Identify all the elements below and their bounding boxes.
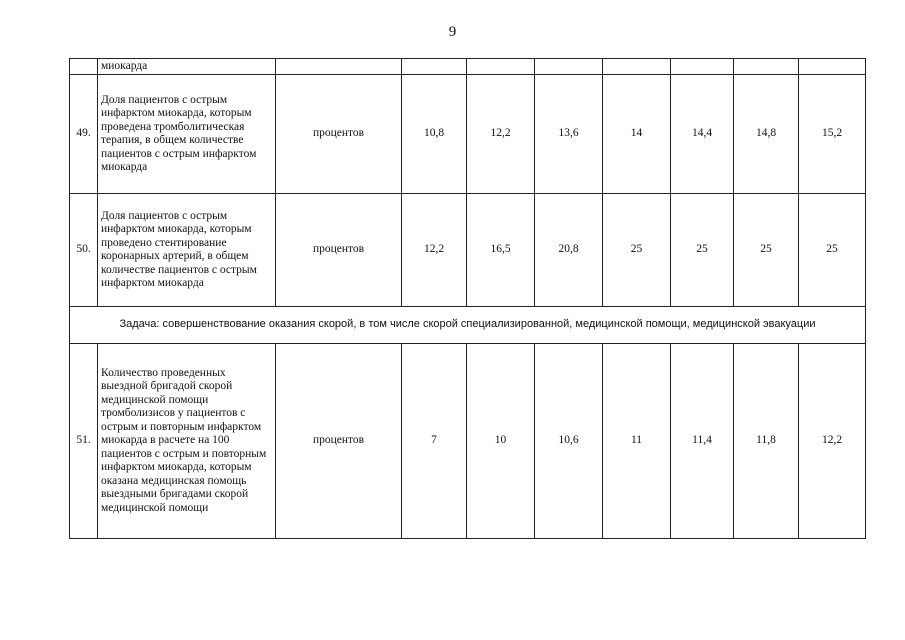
table-row-51 bbox=[70, 344, 866, 539]
value-cell: 12,2 bbox=[402, 194, 467, 307]
value-cell: 13,6 bbox=[535, 75, 603, 194]
value-cell: 14,4 bbox=[671, 75, 734, 194]
value-cell: 12,2 bbox=[467, 75, 535, 194]
value-cell bbox=[535, 59, 603, 75]
unit-cell bbox=[276, 59, 402, 75]
value-cell: 16,5 bbox=[467, 194, 535, 307]
task-heading: Задача: совершенствование оказания скорой, в том числе скорой специализированной, медицинской помощи, медицинской эвакуации bbox=[70, 307, 866, 344]
value-cell: 25 bbox=[671, 194, 734, 307]
value-cell: 10,6 bbox=[535, 344, 603, 539]
value-cell: 11,8 bbox=[734, 344, 799, 539]
value-cell bbox=[671, 59, 734, 75]
value-cell bbox=[734, 59, 799, 75]
value-cell: 15,2 bbox=[799, 75, 866, 194]
value-cell: 10 bbox=[467, 344, 535, 539]
value-cell: 25 bbox=[799, 194, 866, 307]
row-number-cell bbox=[70, 59, 98, 75]
row-number-cell: 50. bbox=[70, 194, 98, 307]
task-row bbox=[70, 307, 866, 344]
value-cell: 14,8 bbox=[734, 75, 799, 194]
value-cell bbox=[467, 59, 535, 75]
value-cell bbox=[603, 59, 671, 75]
indicator-name-cell: миокарда bbox=[98, 59, 276, 75]
table-row-continuation bbox=[70, 59, 866, 75]
value-cell bbox=[402, 59, 467, 75]
row-number-cell: 49. bbox=[70, 75, 98, 194]
value-cell: 25 bbox=[603, 194, 671, 307]
value-cell: 14 bbox=[603, 75, 671, 194]
table-row-49 bbox=[70, 75, 866, 194]
indicator-name-cell: Доля пациентов с острым инфарктом миокарда, которым проведено стентирование коронарных артерий, в общем количестве пациентов с острым инфарктом миокарда bbox=[98, 194, 276, 307]
row-number-cell: 51. bbox=[70, 344, 98, 539]
value-cell: 20,8 bbox=[535, 194, 603, 307]
indicator-name-cell: Количество проведенных выездной бригадой скорой медицинской помощи тромболизисов у пациентов с острым и повторным инфарктом миокарда в расчете на 100 пациентов с острым и повторным инфарктом миокарда, которым оказана медицинская помощь выездными бригадами скорой медицинской помощи bbox=[98, 344, 276, 539]
value-cell: 11 bbox=[603, 344, 671, 539]
unit-cell: процентов bbox=[276, 75, 402, 194]
value-cell: 7 bbox=[402, 344, 467, 539]
unit-cell: процентов bbox=[276, 194, 402, 307]
value-cell: 25 bbox=[734, 194, 799, 307]
table-row-50 bbox=[70, 194, 866, 307]
page-number: 9 bbox=[448, 24, 457, 40]
value-cell bbox=[799, 59, 866, 75]
indicators-table bbox=[69, 58, 866, 539]
value-cell: 11,4 bbox=[671, 344, 734, 539]
unit-cell: процентов bbox=[276, 344, 402, 539]
value-cell: 10,8 bbox=[402, 75, 467, 194]
value-cell: 12,2 bbox=[799, 344, 866, 539]
indicator-name-cell: Доля пациентов с острым инфарктом миокарда, которым проведена тромболитическая терапия, в общем количестве пациентов с острым инфарктом миокарда bbox=[98, 75, 276, 194]
